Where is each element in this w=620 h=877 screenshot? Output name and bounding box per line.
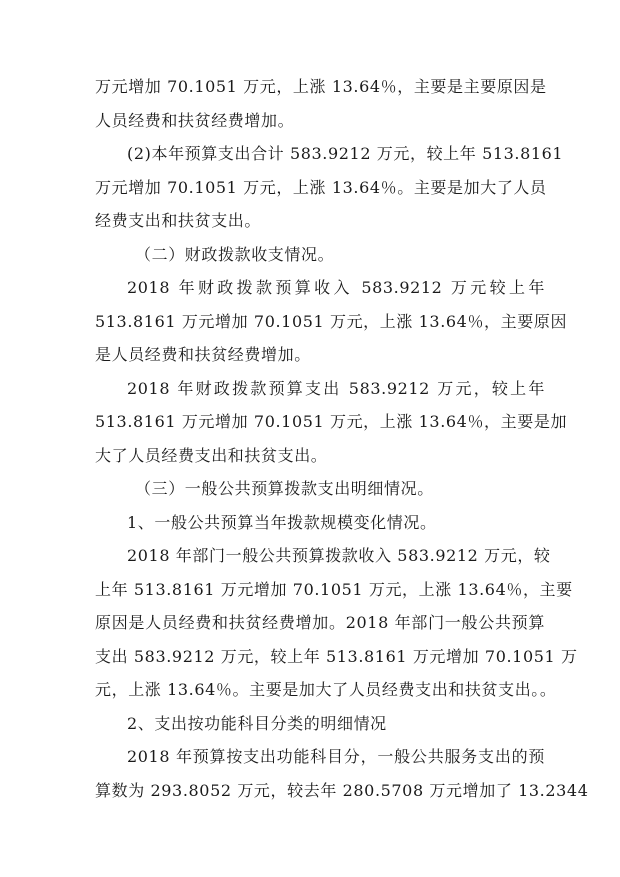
paragraph-line: 人员经费和扶贫经费增加。 [95,110,295,130]
paragraph-line: 元，上涨 13.64％。主要是加大了人员经费支出和扶贫支出。。 [95,680,557,699]
paragraph-line: 513.8161 万元增加 70.1051 万元，上涨 13.64％，主要原因 [95,311,568,331]
paragraph-line: 2018 年预算按支出功能科目分，一般公共服务支出的预 [127,747,545,766]
paragraph-line: 2018 年部门一般公共预算拨款收入 583.9212 万元，较 [127,546,551,565]
paragraph-line: 513.8161 万元增加 70.1051 万元，上涨 13.64％，主要是加 [95,412,568,431]
paragraph-line: 万元增加 70.1051 万元，上涨 13.64％，主要是主要原因是 [95,77,547,96]
paragraph-line: 万元增加 70.1051 万元，上涨 13.64％。主要是加大了人员 [95,177,547,197]
subsection-heading: 1、一般公共预算当年拨款规模变化情况。 [127,512,437,532]
paragraph-line: 经费支出和扶贫支出。 [95,211,262,230]
paragraph-line: 算数为 293.8052 万元，较去年 280.5708 万元增加了 13.2344 [95,780,589,800]
paragraph-line: 原因是人员经费和扶贫经费增加。2018 年部门一般公共预算 [95,613,545,632]
subsection-heading: 2、支出按功能科目分类的明细情况 [127,713,387,733]
document-body [95,70,589,807]
paragraph-line: 支出 583.9212 万元，较上年 513.8161 万元增加 70.1051 万 [95,646,578,666]
section-heading: （二）财政拨款收支情况。 [135,244,335,264]
paragraph-line: 上年 513.8161 万元增加 70.1051 万元，上涨 13.64％，主要 [95,579,573,599]
paragraph-line: 是人员经费和扶贫经费增加。 [95,345,311,364]
paragraph-line: 大了人员经费支出和扶贫支出。 [95,445,328,465]
paragraph-line: 2018 年财政拨款预算收入 583.9212 万元较上年 [127,278,545,297]
section-heading: （三）一般公共预算拨款支出明细情况。 [135,479,434,498]
paragraph-line: (2)本年预算支出合计 583.9212 万元，较上年 513.8161 [127,144,564,163]
paragraph-line: 2018 年财政拨款预算支出 583.9212 万元，较上年 [127,378,545,398]
